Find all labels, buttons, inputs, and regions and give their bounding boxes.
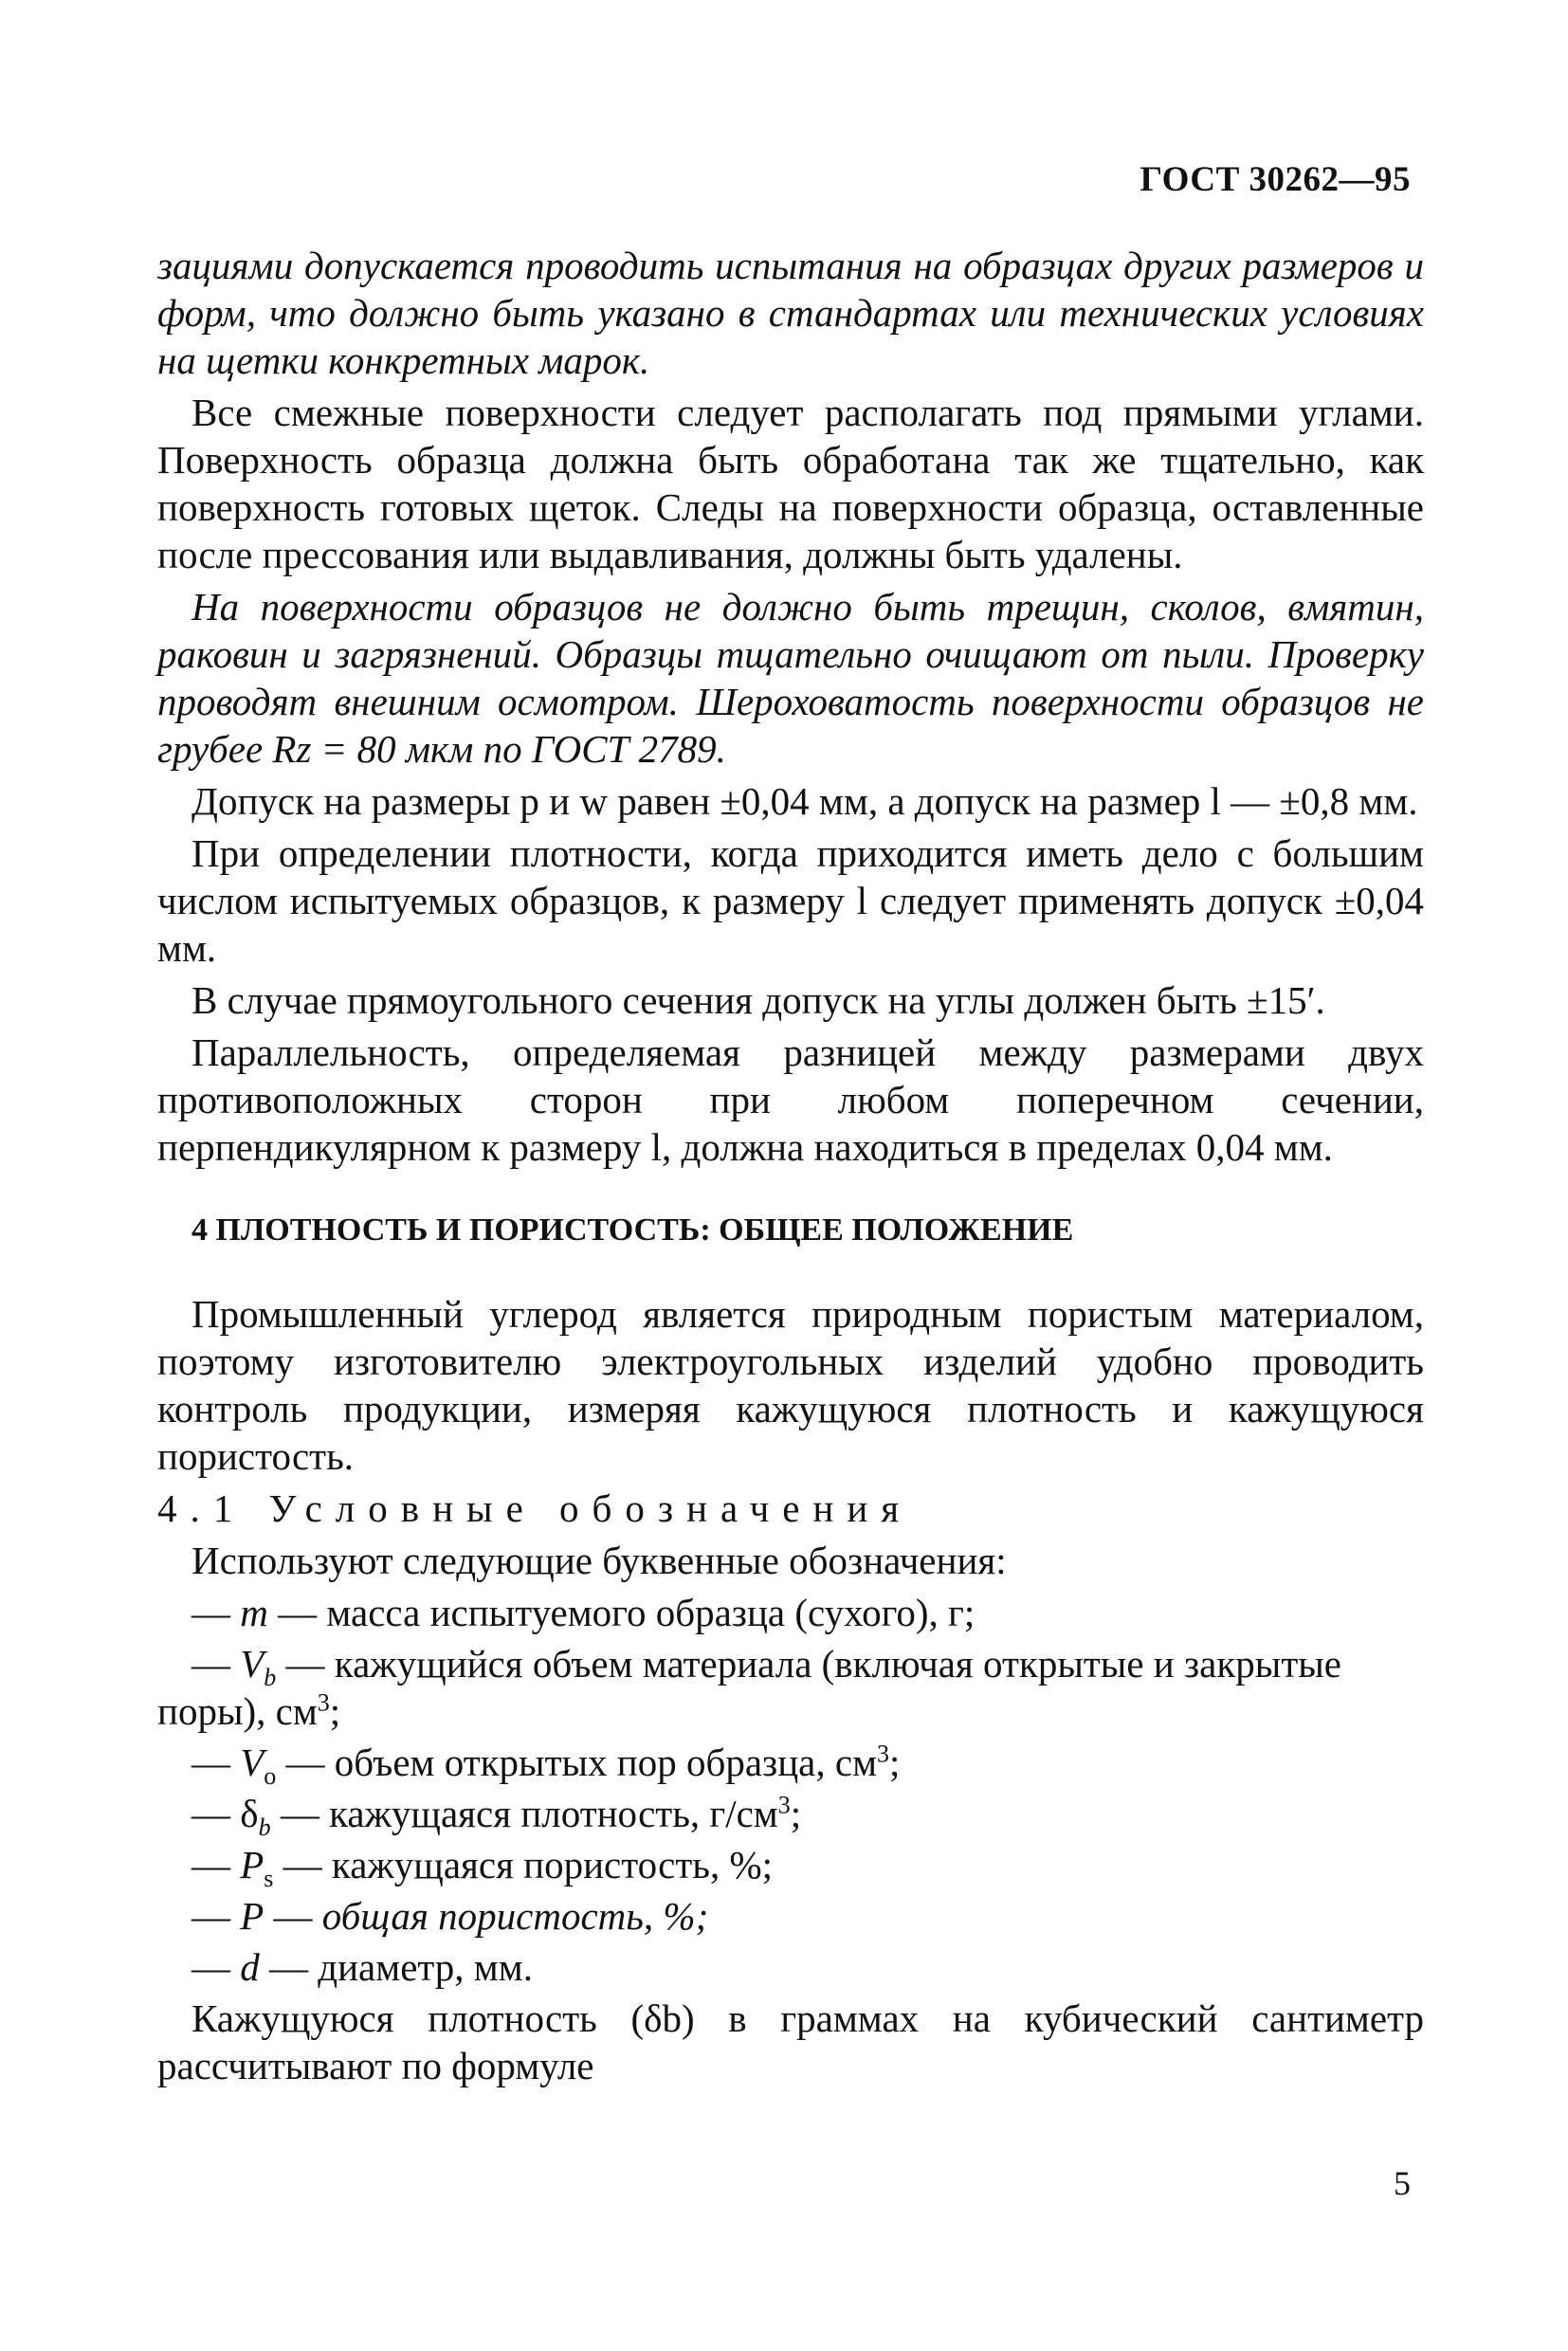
paragraph-size-tolerance: Допуск на размеры p и w равен ±0,04 мм, а допуск на размер l — ±0,8 мм. xyxy=(191,779,1418,823)
paragraph-surface-defects: На поверхности образцов не должно быть трещин, сколов, вмятин, раковин и загрязнений. Образцы тщательно очищают от пыли. Проверку проводят внешним осмотром. Шероховатость поверхности образцов не грубее Rz = 80 мкм по ГОСТ 2789. xyxy=(157,585,1424,771)
symbol-description: общая пористость, %; xyxy=(321,1894,709,1938)
symbol: m xyxy=(240,1591,268,1634)
paragraph-density-tolerance: При определении плотности, когда приходится иметь дело с большим числом испытуемых образцов, к размеру l следует применять допуск ±0,04 мм. xyxy=(157,831,1424,970)
list-item: — $P_s$ — кажущаяся пористость, %; xyxy=(191,1843,774,1893)
list-item: — m — масса испытуемого образца (сухого), г; xyxy=(191,1591,975,1634)
page-number: 5 xyxy=(1394,2164,1411,2202)
section-heading: 4 ПЛОТНОСТЬ И ПОРИСТОСТЬ: ОБЩЕЕ ПОЛОЖЕНИЕ xyxy=(191,1212,1074,1248)
symbol-subscript: o xyxy=(264,1762,277,1791)
paragraph-continuation: зациями допускается проводить испытания на образцах других размеров и форм, что должно быть указано в стандартах или технических условиях на щетки конкретных марок. xyxy=(157,244,1424,382)
list-item: — d — диаметр, мм. xyxy=(191,1945,533,1989)
symbol-description: кажущаяся плотность, г/см xyxy=(329,1792,778,1835)
symbol: d xyxy=(240,1945,260,1989)
symbol-list xyxy=(157,1589,1424,1991)
paragraph-parallelism: Параллельность, определяемая разницей между размерами двух противоположных сторон при любом поперечном сечении, перпендикулярном к размеру l, должна находиться в пределах 0,04 мм. xyxy=(157,1030,1424,1169)
symbol-description: масса испытуемого образца (сухого), г; xyxy=(326,1591,975,1634)
punctuation: ; xyxy=(790,1792,802,1835)
list-item: — $V_o$ — объем открытых пор образца, $см^3$; xyxy=(191,1740,901,1791)
symbol-description: диаметр, мм. xyxy=(318,1945,533,1989)
symbol: P xyxy=(240,1843,264,1886)
symbol: V xyxy=(240,1740,264,1784)
symbol-subscript: b xyxy=(264,1664,277,1692)
symbol-subscript: s xyxy=(264,1865,274,1893)
symbol: P xyxy=(240,1894,264,1938)
symbol-subscript: b xyxy=(258,1813,271,1842)
superscript: 3 xyxy=(777,1791,791,1819)
document-code-header: ГОСТ 30262—95 xyxy=(1140,160,1411,199)
symbol-description: кажущийся объем материала (включая открытые и закрытые поры), см xyxy=(157,1642,1341,1733)
page-content xyxy=(157,242,1424,2094)
superscript: 3 xyxy=(317,1688,330,1717)
symbol: V xyxy=(240,1642,264,1686)
punctuation: ; xyxy=(329,1689,341,1733)
symbol-description: кажущаяся пористость, %; xyxy=(331,1843,774,1886)
paragraph-adjacent-surfaces: Все смежные поверхности следует располагать под прямыми углами. Поверхность образца должна быть обработана так же тщательно, как поверхность готовых щеток. Следы на поверхности образца, оставленные после прессования или выдавливания, должны быть удалены. xyxy=(157,391,1424,576)
paragraph-angle-tolerance: В случае прямоугольного сечения допуск на углы должен быть ±15′. xyxy=(191,978,1325,1022)
symbol: δ xyxy=(240,1792,259,1835)
list-item: — $V_b$ — кажущийся объем материала (включая открытые и закрытые поры), $см^3$; xyxy=(157,1642,1341,1733)
formula-intro: Кажущуюся плотность (δb) в граммах на кубический сантиметр рассчитывают по формуле xyxy=(157,1996,1424,2087)
symbol-description: объем открытых пор образца, см xyxy=(334,1740,878,1784)
superscript: 3 xyxy=(877,1740,890,1768)
punctuation: ; xyxy=(889,1740,901,1784)
list-item: — $\delta_b$ — кажущаяся плотность, $г/см^3$; xyxy=(191,1791,802,1842)
list-item: — P — общая пористость, %; xyxy=(191,1894,709,1938)
list-intro: Используют следующие буквенные обозначения: xyxy=(191,1539,1007,1582)
section-intro: Промышленный углерод является природным пористым материалом, поэтому изготовителю электроугольных изделий удобно проводить контроль продукции, измеряя кажущуюся плотность и кажущуюся пористость. xyxy=(157,1292,1424,1478)
subsection-title: 4.1 Условные обозначения xyxy=(157,1486,913,1530)
